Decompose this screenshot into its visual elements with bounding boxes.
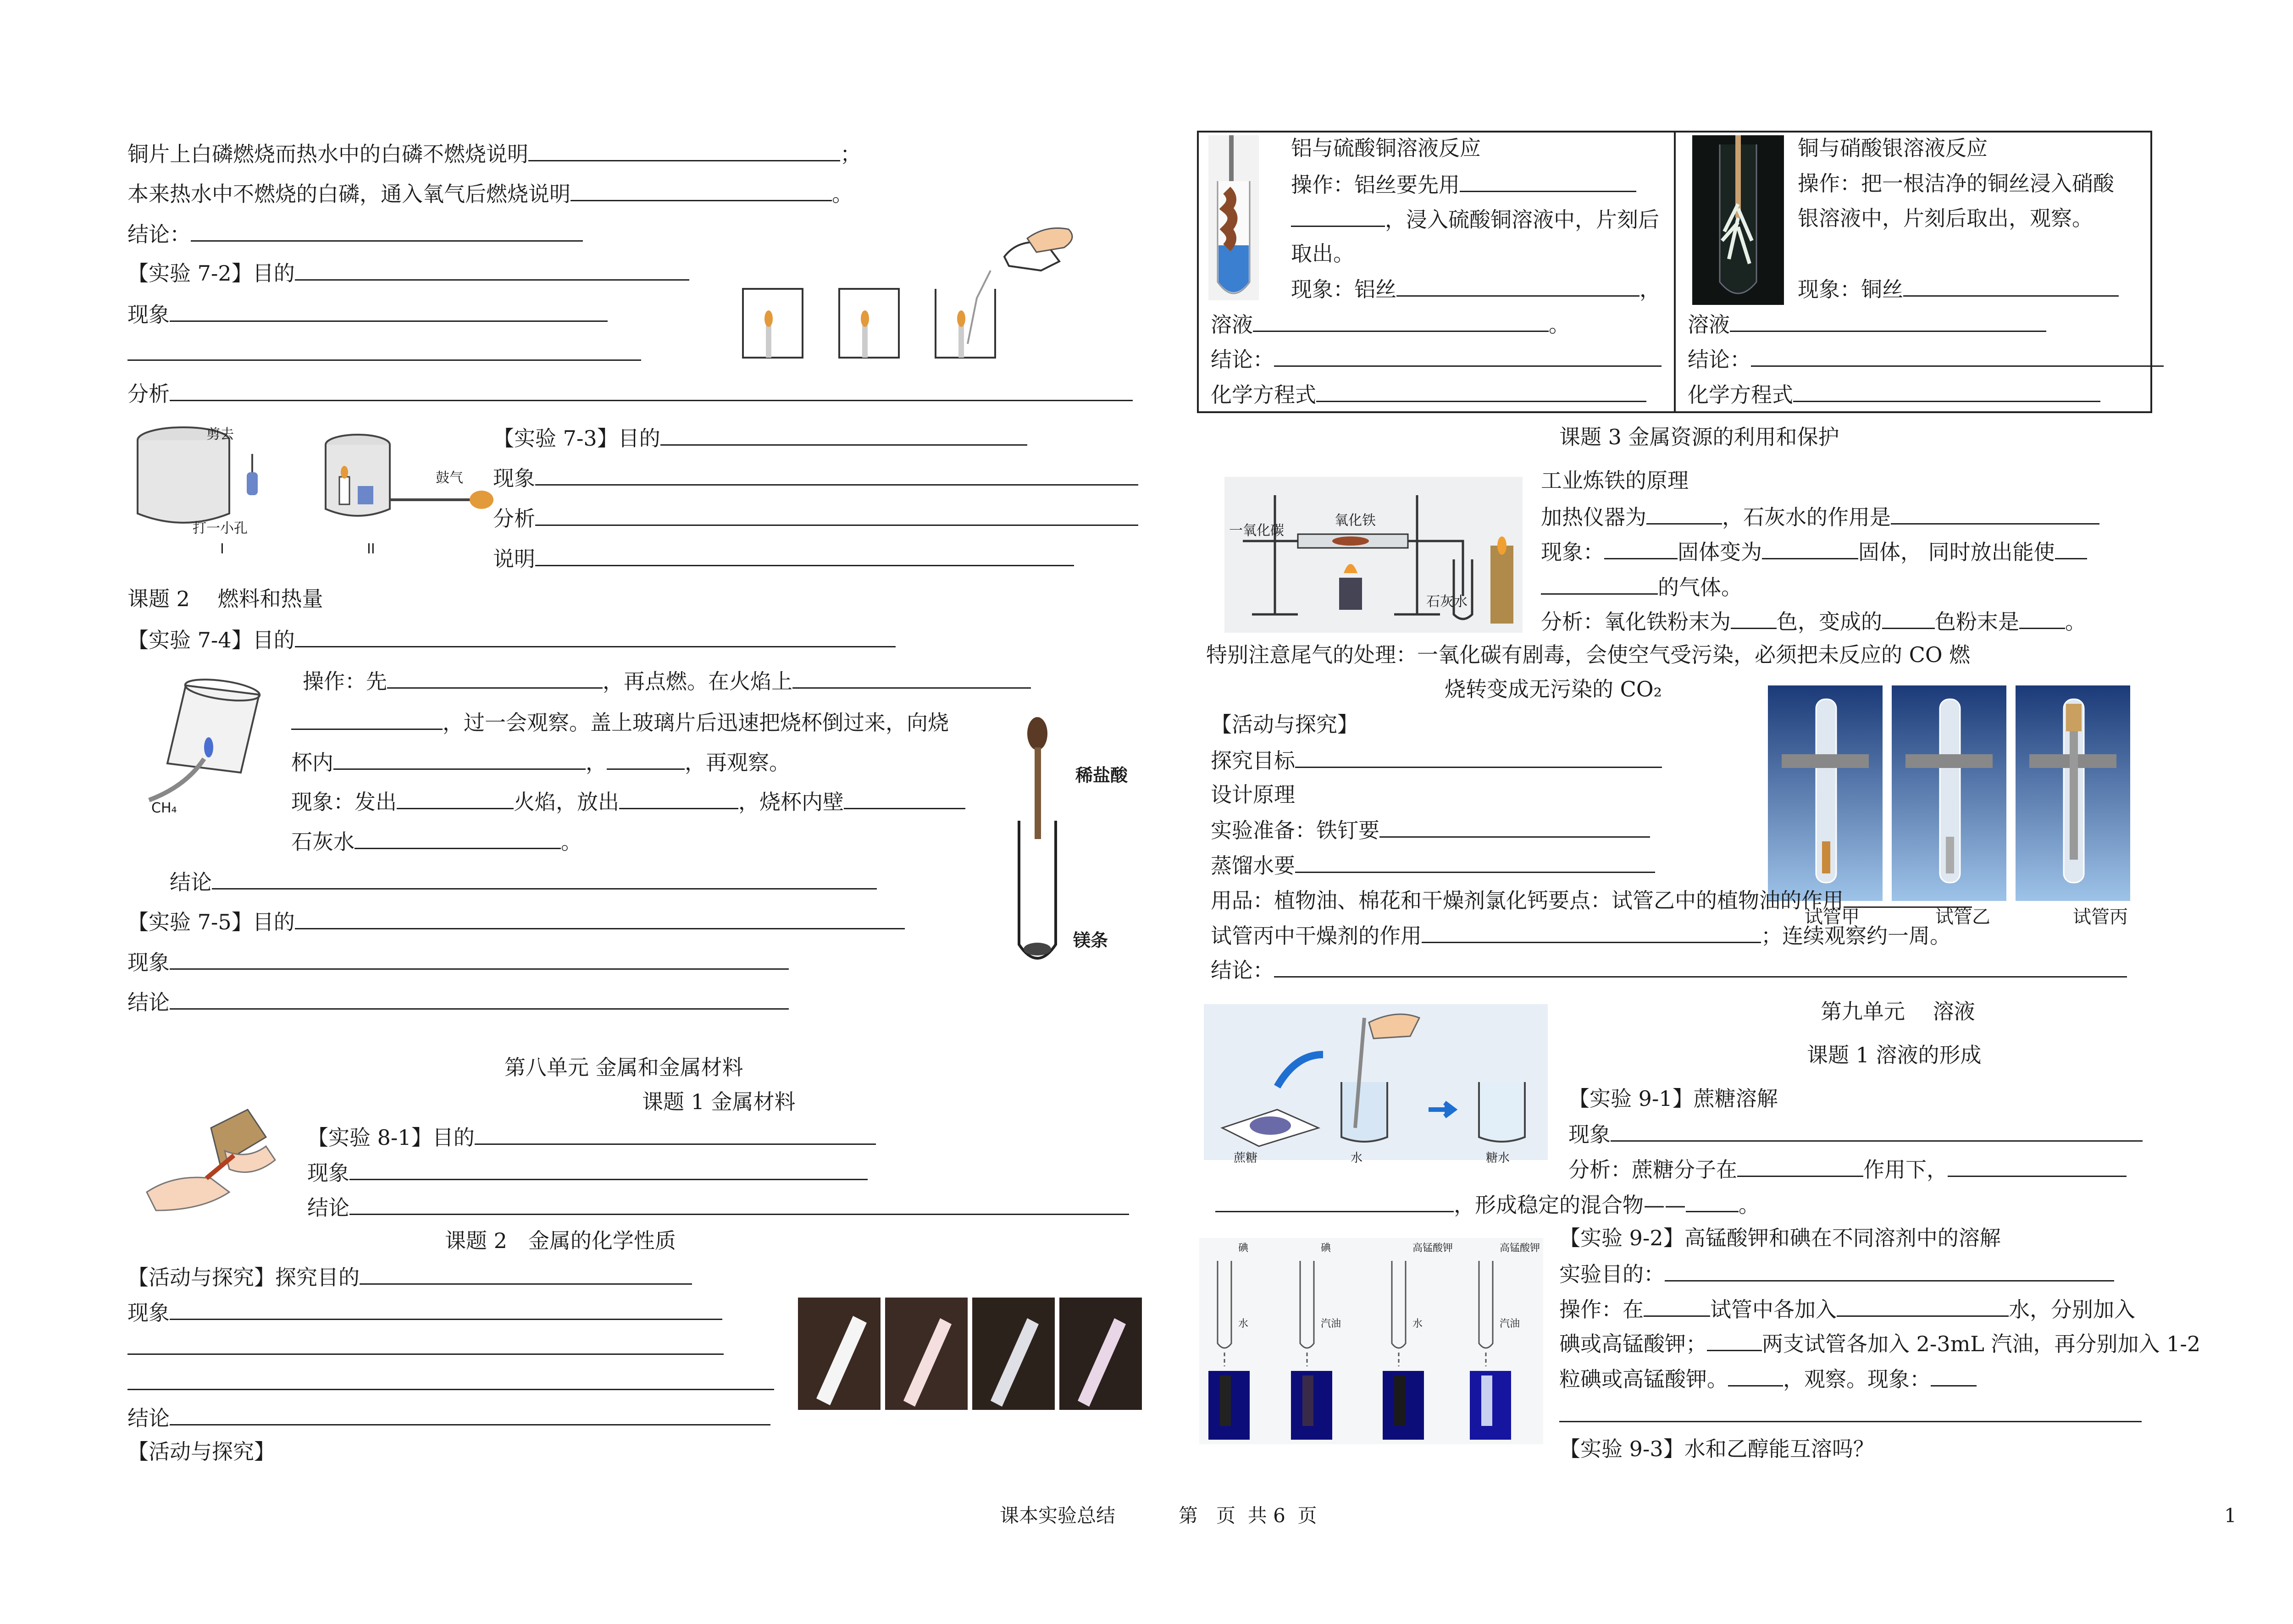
text: 铜片上白磷燃烧而热水中的白磷不燃烧说明 — [127, 142, 528, 166]
answer-blank[interactable] — [1646, 503, 1722, 525]
al-conclusion — [1211, 345, 1662, 372]
activity1-blank1 — [127, 1333, 724, 1360]
text: 【实验 7-4】目的 — [127, 628, 295, 652]
text: 结论： — [1211, 958, 1274, 983]
exp92-heading: 【实验 9-2】高锰酸钾和碘在不同溶剂中的溶解 — [1559, 1226, 2001, 1250]
label-sugar-water: 糖水 — [1486, 1151, 1510, 1165]
text: 的气体。 — [1658, 575, 1742, 600]
answer-blank[interactable] — [528, 140, 840, 161]
answer-blank[interactable] — [1396, 275, 1639, 297]
footer-title: 课本实验总结 — [1000, 1504, 1116, 1527]
text: 试管丙中干燥剂的作用 — [1211, 923, 1422, 948]
exp72-goal — [127, 259, 689, 286]
answer-blank[interactable] — [1882, 608, 1935, 629]
act-conclusion — [1211, 956, 2127, 983]
answer-blank[interactable] — [1541, 573, 1658, 595]
exp81-goal — [307, 1123, 876, 1150]
answer-blank[interactable] — [844, 788, 965, 809]
text: 结论 — [127, 990, 170, 1015]
text: 色粉末是 — [1935, 609, 2019, 634]
label-water-1: 水 — [1238, 1318, 1249, 1330]
text: 碘或高锰酸钾； — [1559, 1331, 1707, 1356]
text: ，浸入硫酸铜溶液中，片刻后 — [1385, 207, 1659, 232]
answer-blank[interactable] — [1253, 310, 1549, 332]
exp74-op-line2 — [291, 708, 949, 735]
text: 实验目的： — [1559, 1262, 1665, 1287]
cu-op-line1: 操作：把一根洁净的铜丝浸入硝酸 — [1798, 171, 2114, 196]
cu-equation — [1688, 381, 2100, 408]
answer-blank[interactable] — [295, 626, 896, 647]
answer-blank[interactable] — [535, 504, 1138, 526]
text: 现象 — [127, 950, 170, 975]
exp74-conclusion — [170, 868, 877, 895]
answer-blank[interactable] — [535, 545, 1074, 566]
answer-blank[interactable] — [1730, 310, 2046, 332]
label-blow-air: 鼓气 — [436, 470, 463, 486]
answer-blank[interactable] — [1422, 922, 1761, 943]
text: 实验准备：铁钉要 — [1211, 818, 1379, 843]
act-prep — [1211, 816, 1650, 843]
answer-blank[interactable] — [1931, 1365, 1977, 1386]
text: 现象 — [1568, 1122, 1611, 1147]
answer-blank[interactable] — [354, 828, 561, 849]
answer-blank[interactable] — [1215, 1191, 1454, 1212]
exp73-analysis — [493, 504, 1138, 531]
exp81-phenomenon — [307, 1159, 868, 1186]
answer-blank[interactable] — [191, 220, 583, 242]
text: 结论： — [1211, 347, 1274, 372]
al-equation — [1211, 381, 1646, 408]
text: 现象 — [127, 1300, 170, 1325]
exp92-goal — [1559, 1260, 2114, 1287]
label-gasoline-2: 汽油 — [1500, 1318, 1520, 1330]
activity-heading: 【活动与探究】 — [1211, 712, 1358, 737]
text: ， — [1639, 277, 1661, 302]
answer-blank[interactable] — [1948, 1155, 2127, 1177]
answer-blank[interactable] — [127, 339, 641, 361]
exp74-op-line1 — [303, 667, 1031, 694]
label-kmno4-1: 高锰酸钾 — [1412, 1243, 1453, 1254]
answer-blank[interactable] — [1295, 851, 1655, 873]
label-figure-II: II — [367, 541, 375, 557]
text: 分析 — [493, 506, 535, 531]
text: 。 — [1549, 312, 1570, 337]
answer-blank[interactable] — [660, 424, 1027, 446]
text: 现象：铜丝 — [1798, 277, 1903, 302]
al-op-line3: 取出。 — [1291, 241, 1354, 266]
candle-beakers-figure — [734, 220, 1091, 367]
answer-blank[interactable] — [1559, 1401, 2142, 1422]
hcl-test-tube-figure — [1009, 715, 1073, 972]
iron-line1 — [1541, 503, 2099, 530]
text: 结论： — [1688, 347, 1751, 372]
answer-blank[interactable] — [170, 1404, 770, 1425]
text: 本来热水中不燃烧的白磷，通入氧气后燃烧说明 — [127, 182, 570, 206]
exp75-goal — [127, 908, 905, 935]
text: 。 — [832, 182, 853, 206]
unit9-heading: 第九单元 溶液 — [1821, 999, 1975, 1024]
exp92-blank-line — [1559, 1401, 2142, 1428]
exp72-phenomenon — [127, 300, 608, 327]
text: 现象：铝丝 — [1291, 277, 1396, 302]
text: 【活动与探究】探究目的 — [127, 1265, 360, 1290]
answer-blank[interactable] — [570, 180, 832, 201]
tail-gas-note-line1: 特别注意尾气的处理：一氧化碳有剧毒，会使空气受污染，必须把未反应的 CO 燃 — [1206, 642, 1971, 667]
exp91-analysis — [1568, 1155, 2127, 1182]
exp73-phenomenon — [493, 464, 1138, 491]
activity1-phenomenon — [127, 1298, 722, 1326]
exp92-op-line3 — [1559, 1365, 1977, 1392]
text: 现象： — [1541, 540, 1604, 564]
activity1-blank2 — [127, 1369, 774, 1396]
answer-blank[interactable] — [1728, 1365, 1783, 1386]
label-fe2o3: 氧化铁 — [1335, 513, 1376, 529]
unit8-topic1-heading: 课题 1 金属材料 — [642, 1089, 796, 1114]
topic2-heading: 课题 2 燃料和热量 — [127, 586, 323, 611]
methane-beaker-figure — [131, 667, 282, 818]
text: 说明 — [493, 547, 535, 571]
answer-blank[interactable] — [295, 259, 689, 281]
answer-blank[interactable] — [1379, 816, 1650, 838]
text: 溶液 — [1688, 312, 1730, 337]
answer-blank[interactable] — [1295, 746, 1662, 768]
text: 分析：氧化铁粉末为 — [1541, 609, 1731, 634]
text: 水，分别加入 — [2009, 1297, 2135, 1322]
answer-blank[interactable] — [1903, 275, 2119, 297]
answer-blank[interactable] — [360, 1263, 692, 1285]
answer-blank[interactable] — [1762, 538, 1858, 559]
answer-blank[interactable] — [1460, 171, 1636, 192]
al-reaction-title: 铝与硫酸铜溶液反应 — [1291, 136, 1481, 160]
answer-blank[interactable] — [1686, 1191, 1739, 1212]
text: 加热仪器为 — [1541, 505, 1646, 530]
text: 。 — [561, 829, 582, 854]
text: ，观察。现象： — [1783, 1367, 1931, 1392]
answer-blank[interactable] — [127, 1369, 774, 1390]
answer-blank[interactable] — [1707, 1330, 1762, 1351]
text: 火焰，放出 — [514, 790, 619, 814]
text: 试管中各加入 — [1710, 1297, 1837, 1322]
test-tube-photos — [798, 1298, 1142, 1410]
label-gasoline-1: 汽油 — [1321, 1318, 1341, 1330]
answer-blank[interactable] — [1291, 205, 1385, 227]
text: 现象 — [307, 1160, 349, 1185]
text: 结论 — [170, 870, 212, 895]
act-materials — [1211, 886, 1972, 913]
text: 探究目标 — [1211, 748, 1295, 773]
answer-blank[interactable] — [475, 1123, 876, 1145]
text: 现象 — [493, 466, 535, 491]
label-water: 水 — [1351, 1151, 1363, 1165]
footer-page-count: 第 页 共 6 页 — [1179, 1504, 1317, 1527]
label-ch4: CH₄ — [151, 800, 177, 816]
answer-blank[interactable] — [349, 1159, 868, 1180]
answer-blank[interactable] — [619, 788, 738, 809]
text: 结论 — [307, 1195, 349, 1220]
label-tube-c: 试管丙 — [2073, 906, 2128, 928]
cu-conclusion — [1688, 345, 2164, 372]
text: 分析 — [127, 381, 170, 406]
dust-explosion-figure — [128, 422, 495, 559]
text: 用品：植物油、棉花和干燥剂氯化钙要点：试管乙中的植物油的作用 — [1211, 888, 1844, 913]
text: 化学方程式 — [1211, 382, 1316, 407]
exp93-heading: 【实验 9-3】水和乙醇能互溶吗？ — [1559, 1436, 1874, 1461]
exp81-conclusion — [307, 1193, 1129, 1221]
text: ，再点燃。在火焰上 — [603, 669, 792, 694]
answer-blank[interactable] — [1731, 608, 1777, 629]
exp74-op-line3 — [291, 748, 790, 775]
exp74-phen-line1 — [291, 788, 965, 815]
label-figure-I: I — [220, 541, 224, 557]
answer-blank[interactable] — [1665, 1260, 2114, 1282]
answer-blank[interactable] — [170, 1298, 722, 1320]
cu-solution — [1688, 310, 2046, 337]
sugar-dissolving-figure — [1204, 1004, 1548, 1160]
text: ， — [586, 750, 607, 775]
activity1-goal — [127, 1263, 692, 1290]
answer-blank[interactable] — [1316, 381, 1646, 402]
text: ； — [840, 142, 861, 166]
label-cut: 剪去 — [206, 426, 234, 442]
answer-blank[interactable] — [170, 300, 608, 322]
cu-op-line2: 银溶液中，片刻后取出，观察。 — [1798, 206, 2093, 231]
text: 固体， 同时放出能使 — [1858, 540, 2055, 564]
text: 结论： — [127, 222, 191, 247]
cu-phenomenon — [1798, 275, 2119, 302]
exp74-phen-line2 — [291, 828, 582, 855]
line-conclusion — [127, 220, 583, 247]
label-iodine-1: 碘 — [1238, 1243, 1249, 1254]
answer-blank[interactable] — [170, 380, 1133, 401]
text: 。 — [1739, 1193, 1760, 1217]
text: 化学方程式 — [1688, 382, 1793, 407]
exp72-blank-line — [127, 339, 641, 366]
exp73-explanation — [493, 545, 1074, 572]
unit8-heading: 第八单元 金属和金属材料 — [504, 1055, 743, 1080]
iron-line2 — [1541, 538, 2087, 565]
exp92-op-line2 — [1559, 1330, 2200, 1357]
unit8-topic2-heading: 课题 2 金属的化学性质 — [445, 1228, 676, 1253]
answer-blank[interactable] — [1793, 381, 2100, 402]
exp91-phenomenon — [1568, 1120, 2143, 1147]
text: 蒸馏水要 — [1211, 853, 1295, 878]
text: 两支试管各加入 2-3mL 汽油，再分别加入 1-2 — [1762, 1331, 2201, 1356]
answer-blank[interactable] — [2055, 538, 2087, 559]
text: ，烧杯内壁 — [738, 790, 844, 814]
text: 粒碘或高锰酸钾。 — [1559, 1367, 1728, 1392]
text: 溶液 — [1211, 312, 1253, 337]
answer-blank[interactable] — [1891, 503, 2099, 525]
text: 现象：发出 — [291, 790, 397, 814]
text: 分析：蔗糖分子在 — [1568, 1157, 1737, 1182]
text: 【实验 7-2】目的 — [127, 261, 295, 286]
text: 色，变成的 — [1777, 609, 1882, 634]
answer-blank[interactable] — [2019, 608, 2065, 629]
footer-page-number: 1 — [2224, 1504, 2237, 1527]
iron-line4 — [1541, 608, 2086, 635]
label-co: 一氧化碳 — [1229, 523, 1284, 539]
answer-blank[interactable] — [1274, 956, 2127, 978]
answer-blank[interactable] — [535, 464, 1138, 486]
al-op-line2 — [1291, 205, 1659, 232]
exp91-line2 — [1215, 1191, 1760, 1218]
text: 现象 — [127, 302, 170, 327]
text: 。 — [2065, 609, 2086, 634]
act-goal — [1211, 746, 1662, 773]
solubility-tubes-figure — [1199, 1238, 1543, 1444]
answer-blank[interactable] — [1844, 886, 1972, 908]
text: ，石灰水的作用是 — [1722, 505, 1891, 530]
label-tube-a: 试管甲 — [1805, 906, 1860, 928]
text: ，形成稳定的混合物—— — [1454, 1193, 1686, 1217]
answer-blank[interactable] — [1611, 1120, 2143, 1142]
label-kmno4-2: 高锰酸钾 — [1500, 1243, 1540, 1254]
label-magnesium: 镁条 — [1073, 930, 1108, 950]
text: 结论 — [127, 1406, 170, 1431]
act-tube-c — [1211, 922, 1951, 949]
answer-blank[interactable] — [1604, 538, 1678, 559]
text: 石灰水 — [291, 829, 354, 854]
al-solution — [1211, 310, 1570, 337]
exp74-goal — [127, 626, 896, 653]
answer-blank[interactable] — [212, 868, 877, 889]
al-phenomenon — [1291, 275, 1661, 302]
iron-smelting-figure — [1224, 477, 1523, 633]
metal-scratch-figure — [128, 1100, 284, 1238]
label-iodine-2: 碘 — [1321, 1243, 1331, 1254]
exp72-analysis — [127, 380, 1133, 407]
answer-blank[interactable] — [170, 948, 789, 970]
table-divider — [1674, 131, 1676, 411]
exp91-heading: 【实验 9-1】蔗糖溶解 — [1568, 1086, 1778, 1111]
act-principle: 设计原理 — [1211, 782, 1295, 807]
line-white-phosphorus — [127, 140, 861, 167]
answer-blank[interactable] — [1274, 345, 1662, 367]
answer-blank[interactable] — [1837, 1295, 2009, 1317]
text: 操作：先 — [303, 669, 387, 694]
answer-blank[interactable] — [170, 988, 789, 1010]
label-dilute-hcl: 稀盐酸 — [1075, 765, 1128, 785]
exp73-goal — [493, 424, 1027, 451]
answer-blank[interactable] — [333, 748, 586, 770]
exp75-conclusion — [127, 988, 789, 1015]
text: 作用下， — [1863, 1157, 1948, 1182]
exp75-phenomenon — [127, 948, 789, 975]
exp92-op-line1 — [1559, 1295, 2135, 1322]
answer-blank[interactable] — [127, 1333, 724, 1355]
label-limewater: 石灰水 — [1426, 594, 1468, 610]
activity1-conclusion — [127, 1404, 770, 1431]
iron-principle-title: 工业炼铁的原理 — [1541, 468, 1689, 493]
text: 【实验 7-5】目的 — [127, 910, 295, 934]
act-water — [1211, 851, 1655, 878]
text: 固体变为 — [1678, 540, 1762, 564]
text: ，再观察。 — [685, 750, 790, 775]
line-oxygen — [127, 180, 853, 207]
text: 【实验 8-1】目的 — [307, 1125, 475, 1150]
text: 操作：铝丝要先用 — [1291, 172, 1460, 197]
answer-blank[interactable] — [295, 908, 905, 929]
activity2-heading: 【活动与探究】 — [127, 1439, 275, 1464]
cu-agno3-photo — [1692, 135, 1784, 305]
text: 【实验 7-3】目的 — [493, 426, 660, 451]
answer-blank[interactable] — [349, 1193, 1129, 1215]
rust-tubes-photo — [1768, 685, 2130, 901]
text: ；连续观察约一周。 — [1761, 923, 1951, 948]
answer-blank[interactable] — [387, 667, 603, 689]
al-cuso4-photo — [1208, 135, 1259, 300]
al-op-line1 — [1291, 171, 1636, 198]
unit9-topic1-heading: 课题 1 溶液的形成 — [1807, 1043, 1982, 1067]
text: 杯内 — [291, 750, 333, 775]
tail-gas-note-line2: 烧转变成无污染的 CO₂ — [1445, 677, 1662, 702]
topic3-heading: 课题 3 金属资源的利用和保护 — [1559, 425, 1839, 449]
answer-blank[interactable] — [1751, 345, 2164, 367]
label-small-hole: 打一小孔 — [193, 520, 248, 536]
answer-blank[interactable] — [1737, 1155, 1863, 1177]
label-water-2: 水 — [1412, 1318, 1423, 1330]
text: ，过一会观察。盖上玻璃片后迅速把烧杯倒过来，向烧 — [443, 710, 949, 735]
answer-blank[interactable] — [397, 788, 514, 809]
label-sugar: 蔗糖 — [1234, 1151, 1258, 1165]
answer-blank[interactable] — [607, 748, 685, 770]
text: 操作：在 — [1559, 1297, 1644, 1322]
label-tube-b: 试管乙 — [1935, 906, 1990, 928]
iron-line3 — [1541, 573, 1742, 600]
answer-blank[interactable] — [1644, 1295, 1710, 1317]
cu-reaction-title: 铜与硝酸银溶液反应 — [1798, 136, 1988, 160]
answer-blank[interactable] — [291, 708, 443, 730]
answer-blank[interactable] — [792, 667, 1031, 689]
